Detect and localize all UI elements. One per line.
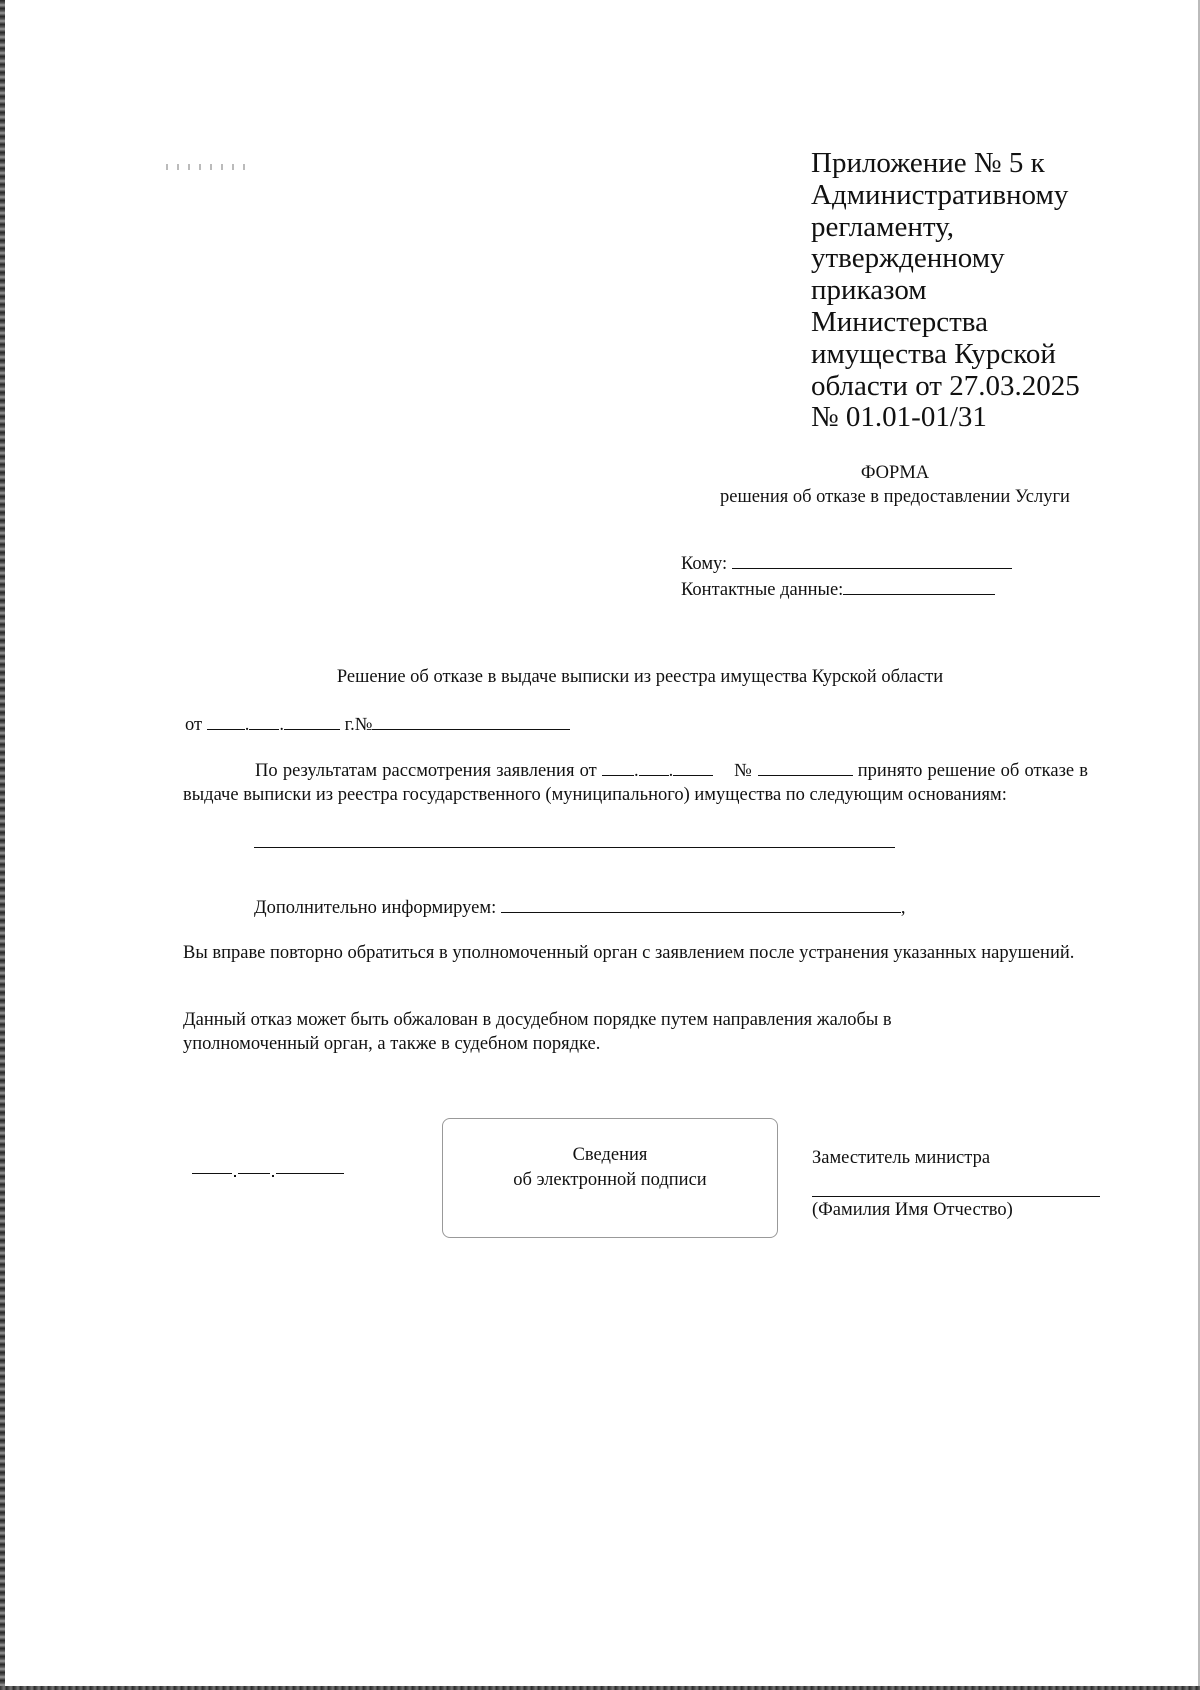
contacts-field[interactable] [843,577,995,595]
esign-line: Сведения [572,1145,648,1165]
additional-info-field[interactable] [501,895,901,913]
to-field[interactable] [732,551,1012,569]
to-label: Кому: [681,554,728,574]
paragraph1-start: По результатам рассмотрения заявления от [255,761,597,781]
date-month-field[interactable] [249,712,279,730]
paragraph1-end: принято решение об отказе в выдаче выписки из реестра государственного (муниципального) имущества по следующим основаниям: [183,761,1089,805]
appendix-line: регламенту, [811,210,955,243]
date-dot [272,1175,274,1177]
additional-info-line [254,895,905,919]
number-label: г.№ [344,715,373,735]
decision-title: Решение об отказе в выдаче выписки из реестра имущества Курской области [336,667,944,687]
date-dot [234,1175,236,1177]
application-number-field[interactable] [758,758,853,776]
additional-info-label: Дополнительно информируем: [254,898,497,918]
signature-year-blank [276,1173,344,1174]
appendix-line: области от 27.03.2025 [811,369,1080,402]
appendix-line: утвержденному [811,242,1005,275]
contacts-row [681,577,1012,603]
additional-info-comma: , [900,898,906,918]
paragraph-application-result: По результатам рассмотрения заявления от . . № принято решение об отказе в выдаче выписки из реестра государственного (муниципального) имущества по следующим основаниям: [183,758,1088,807]
official-name-caption: (Фамилия Имя Отчество) [812,1200,1013,1220]
addressee-block [681,551,1012,603]
grounds-field[interactable] [254,847,895,848]
official-name-field[interactable] [812,1196,1100,1197]
paragraph1-no: № [734,761,753,781]
form-subtitle: решения об отказе в предоставлении Услуги [720,487,1070,507]
form-title: ФОРМА [860,463,930,483]
scan-edge-left [0,0,5,1690]
official-position: Заместитель министра [812,1148,991,1168]
paragraph-appeal [183,1009,1088,1056]
date-year-field[interactable] [284,712,340,730]
decision-number-field[interactable] [372,712,570,730]
signature-month-blank [238,1173,270,1174]
date-day-field[interactable] [207,712,245,730]
contacts-label: Контактные данные: [681,580,844,600]
application-month-field[interactable] [639,758,669,776]
appendix-line: Административному [811,178,1069,211]
application-year-field[interactable] [673,758,713,776]
signature-day-blank [192,1173,232,1174]
esign-line: об электронной подписи [513,1170,707,1190]
appendix-line: приказом [811,274,927,307]
paragraph-appeal-line: уполномоченный орган, а также в судебном порядке. [183,1033,601,1054]
application-day-field[interactable] [602,758,634,776]
signature-date-field[interactable] [192,1172,352,1174]
decision-date-line: от . . г.№ [185,712,570,736]
form-heading [690,461,1100,509]
appendix-line: имущества Курской [811,337,1056,370]
scan-speck [166,164,246,170]
scan-edge-bottom [0,1686,1200,1690]
appendix-line: № 01.01-01/31 [811,401,987,434]
electronic-signature-box [442,1118,778,1238]
to-row [681,551,1012,577]
appendix-line: Приложение № 5 к [811,147,1045,179]
appendix-block [811,148,1111,434]
appendix-line: Министерства [811,305,988,338]
paragraph-reapply: Вы вправе повторно обратиться в уполномоченный орган с заявлением после устранения указанных нарушений. [183,943,1075,963]
date-prefix: от [185,715,203,735]
paragraph-appeal-line: Данный отказ может быть обжалован в досудебном порядке путем направления жалобы в [183,1010,892,1030]
